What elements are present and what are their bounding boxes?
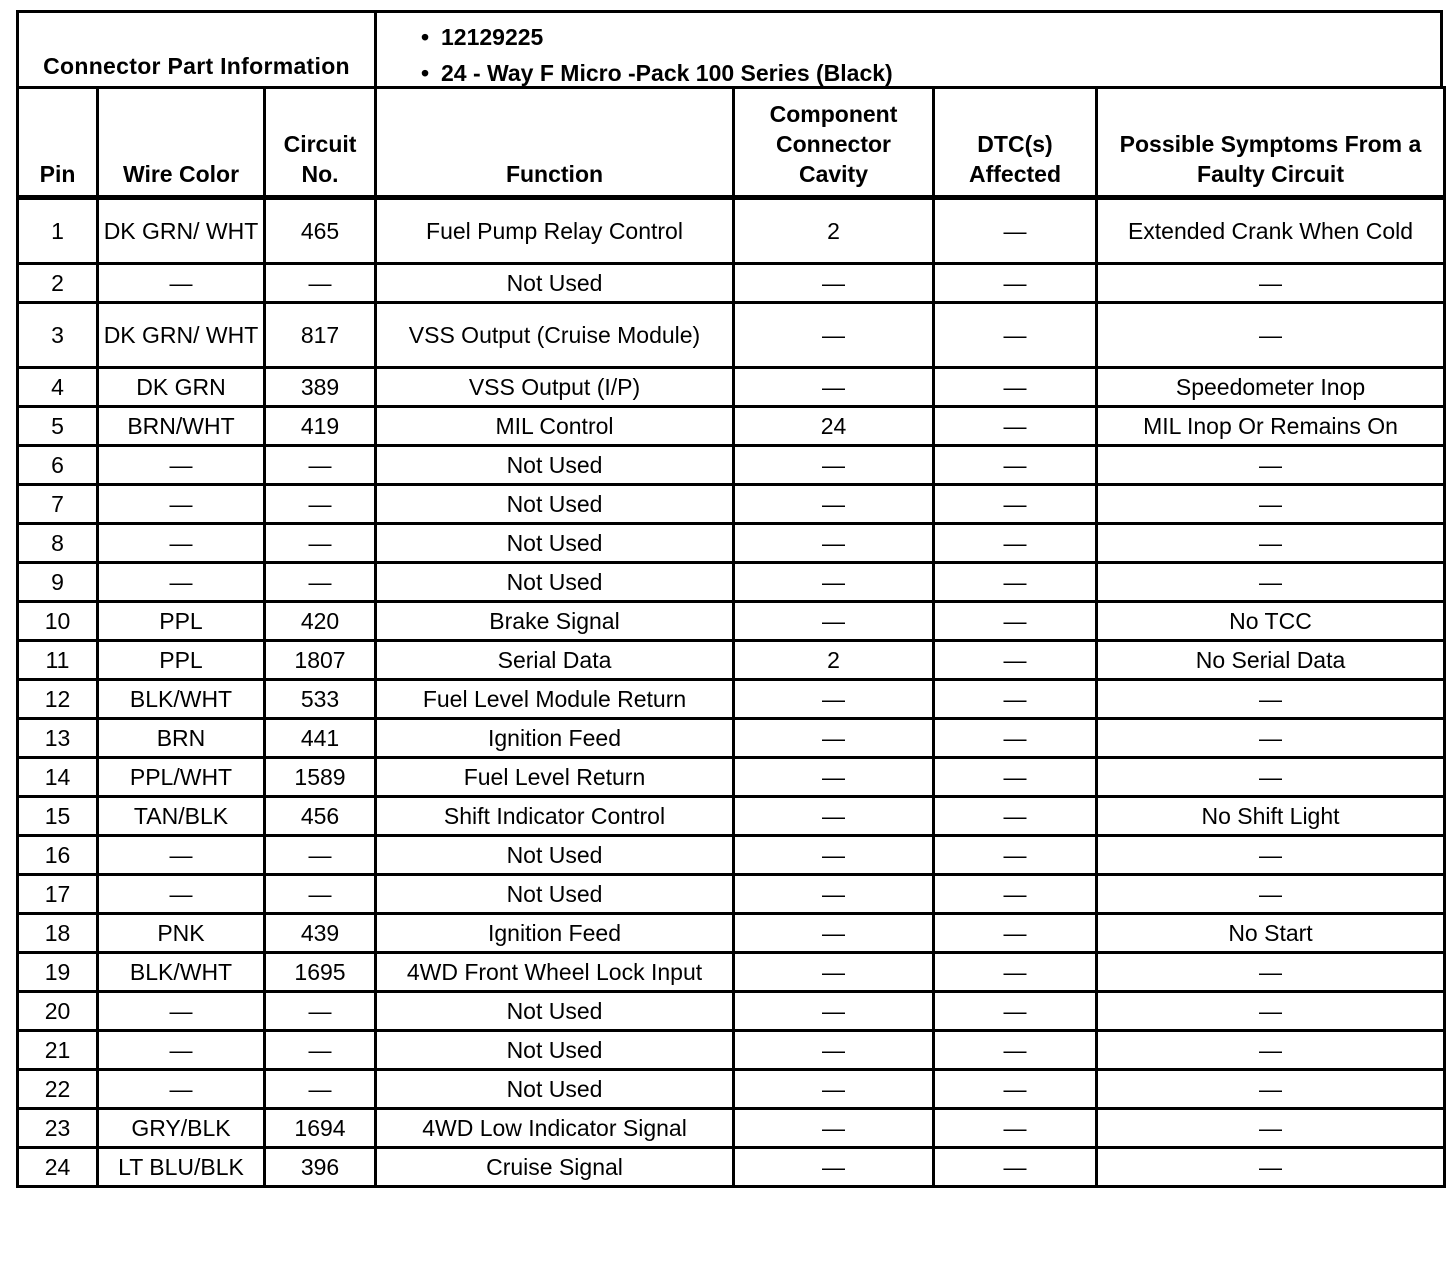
circuit-cell: 419 — [265, 407, 376, 446]
function-cell: Shift Indicator Control — [376, 797, 734, 836]
table-row — [18, 641, 1445, 680]
wire-color-cell: DK GRN/ WHT — [98, 198, 265, 264]
table-row — [18, 524, 1445, 563]
table-row — [18, 680, 1445, 719]
symptom-cell: — — [1097, 485, 1445, 524]
circuit-cell: — — [265, 563, 376, 602]
dtc-cell: — — [934, 524, 1097, 563]
dtc-cell: — — [934, 1148, 1097, 1187]
table-row — [18, 758, 1445, 797]
circuit-cell: — — [265, 836, 376, 875]
pin-cell: 21 — [18, 1031, 98, 1070]
function-cell: Not Used — [376, 1070, 734, 1109]
symptom-cell: — — [1097, 563, 1445, 602]
pin-cell: 10 — [18, 602, 98, 641]
wire-color-cell: — — [98, 446, 265, 485]
cavity-cell: — — [734, 719, 934, 758]
cavity-cell: — — [734, 264, 934, 303]
part-number-line — [421, 19, 1440, 55]
symptom-cell: — — [1097, 836, 1445, 875]
table-header-row — [18, 88, 1445, 198]
column-header-symptoms: Possible Symptoms From a Faulty Circuit — [1097, 88, 1445, 198]
pin-cell: 16 — [18, 836, 98, 875]
symptom-cell: — — [1097, 992, 1445, 1031]
dtc-cell: — — [934, 641, 1097, 680]
cavity-cell: 2 — [734, 198, 934, 264]
wire-color-cell: — — [98, 1031, 265, 1070]
wire-color-cell: BRN — [98, 719, 265, 758]
column-header-circuit-no: Circuit No. — [265, 88, 376, 198]
cavity-cell: — — [734, 1031, 934, 1070]
pin-cell: 11 — [18, 641, 98, 680]
cavity-cell: — — [734, 953, 934, 992]
function-cell: Not Used — [376, 446, 734, 485]
part-description-line — [421, 55, 1440, 91]
cavity-cell: — — [734, 680, 934, 719]
symptom-cell: — — [1097, 1148, 1445, 1187]
pin-cell: 18 — [18, 914, 98, 953]
table-row — [18, 1070, 1445, 1109]
cavity-cell: — — [734, 992, 934, 1031]
dtc-cell: — — [934, 914, 1097, 953]
pin-cell: 6 — [18, 446, 98, 485]
pin-cell: 5 — [18, 407, 98, 446]
cavity-cell: — — [734, 875, 934, 914]
bullet-icon: • — [421, 60, 430, 86]
pin-cell: 20 — [18, 992, 98, 1031]
symptom-cell: Extended Crank When Cold — [1097, 198, 1445, 264]
function-cell: Not Used — [376, 485, 734, 524]
dtc-cell: — — [934, 446, 1097, 485]
dtc-cell: — — [934, 602, 1097, 641]
circuit-cell: — — [265, 264, 376, 303]
circuit-cell: — — [265, 1031, 376, 1070]
pin-cell: 7 — [18, 485, 98, 524]
pin-cell: 23 — [18, 1109, 98, 1148]
wire-color-cell: PPL — [98, 602, 265, 641]
pin-cell: 1 — [18, 198, 98, 264]
cavity-cell: — — [734, 563, 934, 602]
pin-cell: 19 — [18, 953, 98, 992]
cavity-cell: — — [734, 303, 934, 368]
connector-title: Connector Part Information — [19, 13, 377, 86]
wire-color-cell: PPL/WHT — [98, 758, 265, 797]
cavity-cell: — — [734, 797, 934, 836]
symptom-cell: No Serial Data — [1097, 641, 1445, 680]
wire-color-cell: DK GRN — [98, 368, 265, 407]
part-number: 12129225 — [441, 24, 544, 50]
symptom-cell: — — [1097, 303, 1445, 368]
cavity-cell: — — [734, 1070, 934, 1109]
table-row — [18, 1031, 1445, 1070]
function-cell: MIL Control — [376, 407, 734, 446]
function-cell: Serial Data — [376, 641, 734, 680]
symptom-cell: — — [1097, 1070, 1445, 1109]
table-row — [18, 953, 1445, 992]
function-cell: Ignition Feed — [376, 719, 734, 758]
circuit-cell: 389 — [265, 368, 376, 407]
dtc-cell: — — [934, 303, 1097, 368]
dtc-cell: — — [934, 1109, 1097, 1148]
circuit-cell: — — [265, 992, 376, 1031]
table-row — [18, 198, 1445, 264]
cavity-cell: — — [734, 758, 934, 797]
function-cell: Not Used — [376, 264, 734, 303]
cavity-cell: — — [734, 602, 934, 641]
pin-table — [16, 86, 1446, 1188]
function-cell: Not Used — [376, 524, 734, 563]
symptom-cell: MIL Inop Or Remains On — [1097, 407, 1445, 446]
pin-cell: 24 — [18, 1148, 98, 1187]
table-row — [18, 602, 1445, 641]
wire-color-cell: DK GRN/ WHT — [98, 303, 265, 368]
circuit-cell: 441 — [265, 719, 376, 758]
dtc-cell: — — [934, 485, 1097, 524]
symptom-cell: — — [1097, 1109, 1445, 1148]
circuit-cell: 396 — [265, 1148, 376, 1187]
dtc-cell: — — [934, 407, 1097, 446]
circuit-cell: — — [265, 524, 376, 563]
circuit-cell: 439 — [265, 914, 376, 953]
connector-table-sheet — [16, 10, 1443, 1188]
pin-cell: 8 — [18, 524, 98, 563]
function-cell: Not Used — [376, 563, 734, 602]
function-cell: Not Used — [376, 992, 734, 1031]
table-row — [18, 914, 1445, 953]
cavity-cell: — — [734, 524, 934, 563]
dtc-cell: — — [934, 680, 1097, 719]
dtc-cell: — — [934, 264, 1097, 303]
cavity-cell: — — [734, 836, 934, 875]
circuit-cell: 1695 — [265, 953, 376, 992]
function-cell: Cruise Signal — [376, 1148, 734, 1187]
dtc-cell: — — [934, 758, 1097, 797]
cavity-cell: — — [734, 485, 934, 524]
table-row — [18, 797, 1445, 836]
circuit-cell: 420 — [265, 602, 376, 641]
wire-color-cell: — — [98, 836, 265, 875]
circuit-cell: — — [265, 1070, 376, 1109]
symptom-cell: — — [1097, 1031, 1445, 1070]
table-row — [18, 875, 1445, 914]
dtc-cell: — — [934, 953, 1097, 992]
wire-color-cell: — — [98, 875, 265, 914]
function-cell: Brake Signal — [376, 602, 734, 641]
table-row — [18, 446, 1445, 485]
circuit-cell: 465 — [265, 198, 376, 264]
symptom-cell: — — [1097, 524, 1445, 563]
table-row — [18, 407, 1445, 446]
wire-color-cell: — — [98, 563, 265, 602]
function-cell: VSS Output (I/P) — [376, 368, 734, 407]
wire-color-cell: BRN/WHT — [98, 407, 265, 446]
function-cell: 4WD Low Indicator Signal — [376, 1109, 734, 1148]
circuit-cell: 1589 — [265, 758, 376, 797]
table-row — [18, 836, 1445, 875]
dtc-cell: — — [934, 992, 1097, 1031]
column-header-pin: Pin — [18, 88, 98, 198]
symptom-cell: — — [1097, 953, 1445, 992]
table-row — [18, 563, 1445, 602]
table-row — [18, 485, 1445, 524]
table-row — [18, 1148, 1445, 1187]
wire-color-cell: GRY/BLK — [98, 1109, 265, 1148]
table-row — [18, 719, 1445, 758]
table-row — [18, 303, 1445, 368]
wire-color-cell: PPL — [98, 641, 265, 680]
wire-color-cell: — — [98, 1070, 265, 1109]
symptom-cell: — — [1097, 264, 1445, 303]
cavity-cell: — — [734, 1148, 934, 1187]
circuit-cell: 456 — [265, 797, 376, 836]
dtc-cell: — — [934, 836, 1097, 875]
part-description: 24 - Way F Micro -Pack 100 Series (Black) — [441, 60, 893, 86]
circuit-cell: — — [265, 875, 376, 914]
pin-cell: 14 — [18, 758, 98, 797]
symptom-cell: — — [1097, 680, 1445, 719]
table-row — [18, 368, 1445, 407]
function-cell: Ignition Feed — [376, 914, 734, 953]
pin-cell: 15 — [18, 797, 98, 836]
circuit-cell: 1694 — [265, 1109, 376, 1148]
circuit-cell: 1807 — [265, 641, 376, 680]
wire-color-cell: — — [98, 485, 265, 524]
circuit-cell: — — [265, 485, 376, 524]
column-header-dtc: DTC(s) Affected — [934, 88, 1097, 198]
pin-cell: 12 — [18, 680, 98, 719]
dtc-cell: — — [934, 368, 1097, 407]
wire-color-cell: PNK — [98, 914, 265, 953]
wire-color-cell: BLK/WHT — [98, 680, 265, 719]
dtc-cell: — — [934, 797, 1097, 836]
symptom-cell: — — [1097, 446, 1445, 485]
pin-cell: 9 — [18, 563, 98, 602]
wire-color-cell: TAN/BLK — [98, 797, 265, 836]
wire-color-cell: LT BLU/BLK — [98, 1148, 265, 1187]
function-cell: Not Used — [376, 875, 734, 914]
column-header-wire-color: Wire Color — [98, 88, 265, 198]
circuit-cell: 817 — [265, 303, 376, 368]
cavity-cell: — — [734, 446, 934, 485]
symptom-cell: — — [1097, 758, 1445, 797]
column-header-cavity: Component Connector Cavity — [734, 88, 934, 198]
table-row — [18, 264, 1445, 303]
function-cell: Not Used — [376, 836, 734, 875]
wire-color-cell: — — [98, 264, 265, 303]
dtc-cell: — — [934, 198, 1097, 264]
wire-color-cell: — — [98, 524, 265, 563]
table-row — [18, 992, 1445, 1031]
wire-color-cell: BLK/WHT — [98, 953, 265, 992]
cavity-cell: — — [734, 1109, 934, 1148]
symptom-cell: Speedometer Inop — [1097, 368, 1445, 407]
dtc-cell: — — [934, 719, 1097, 758]
pin-cell: 3 — [18, 303, 98, 368]
cavity-cell: 24 — [734, 407, 934, 446]
pin-cell: 13 — [18, 719, 98, 758]
function-cell: VSS Output (Cruise Module) — [376, 303, 734, 368]
symptom-cell: No TCC — [1097, 602, 1445, 641]
wire-color-cell: — — [98, 992, 265, 1031]
column-header-function: Function — [376, 88, 734, 198]
pin-cell: 4 — [18, 368, 98, 407]
symptom-cell: No Shift Light — [1097, 797, 1445, 836]
function-cell: Not Used — [376, 1031, 734, 1070]
function-cell: Fuel Level Return — [376, 758, 734, 797]
pin-cell: 17 — [18, 875, 98, 914]
cavity-cell: 2 — [734, 641, 934, 680]
cavity-cell: — — [734, 914, 934, 953]
symptom-cell: — — [1097, 719, 1445, 758]
pin-cell: 2 — [18, 264, 98, 303]
bullet-icon: • — [421, 24, 430, 50]
dtc-cell: — — [934, 563, 1097, 602]
dtc-cell: — — [934, 1031, 1097, 1070]
connector-header — [16, 10, 1443, 86]
function-cell: Fuel Level Module Return — [376, 680, 734, 719]
part-info — [377, 13, 1440, 86]
symptom-cell: — — [1097, 875, 1445, 914]
cavity-cell: — — [734, 368, 934, 407]
circuit-cell: — — [265, 446, 376, 485]
dtc-cell: — — [934, 875, 1097, 914]
function-cell: 4WD Front Wheel Lock Input — [376, 953, 734, 992]
pin-rows — [18, 198, 1445, 1187]
symptom-cell: No Start — [1097, 914, 1445, 953]
function-cell: Fuel Pump Relay Control — [376, 198, 734, 264]
circuit-cell: 533 — [265, 680, 376, 719]
table-row — [18, 1109, 1445, 1148]
pin-cell: 22 — [18, 1070, 98, 1109]
dtc-cell: — — [934, 1070, 1097, 1109]
